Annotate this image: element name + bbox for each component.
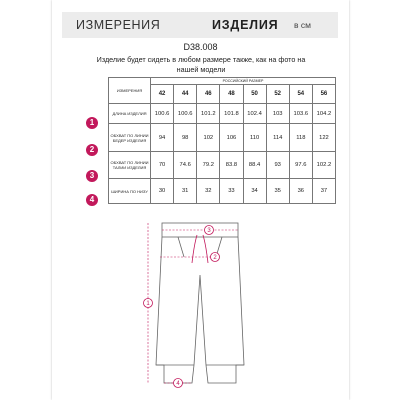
badge-3: 3 (86, 170, 98, 182)
table-cell: 102.4 (243, 104, 266, 124)
table-cell: 79.2 (197, 152, 220, 179)
pants-diagram (52, 215, 349, 400)
table-cell: 102 (197, 124, 220, 152)
badge-4: 4 (86, 194, 98, 206)
table-row (109, 104, 336, 124)
table-row (109, 124, 336, 152)
table-cell: 104.2 (312, 104, 335, 124)
pants-outline (156, 223, 244, 383)
badge-2: 2 (86, 144, 98, 156)
table-cell: 74.6 (174, 152, 197, 179)
table-cell: 102.2 (312, 152, 335, 179)
table-cell: 30 (151, 179, 174, 204)
table-cell: 100.6 (151, 104, 174, 124)
table-cell: 106 (220, 124, 243, 152)
badge-1: 1 (86, 117, 98, 129)
table-cell: 114 (266, 124, 289, 152)
table-cell: 34 (243, 179, 266, 204)
size-header: 42 (151, 85, 174, 104)
header-unit: в см (294, 20, 311, 30)
row-label: ОБХВАТ ПО ЛИНИИ БЕДЕР ИЗДЕЛИЯ (109, 124, 151, 152)
header-title-left: ИЗМЕРЕНИЯ (76, 18, 161, 32)
table-corner-label: ИЗМЕРЕНИЯ (109, 78, 151, 104)
table-cell: 83.8 (220, 152, 243, 179)
table-cell: 70 (151, 152, 174, 179)
table-cell: 101.2 (197, 104, 220, 124)
table-cell: 97.6 (289, 152, 312, 179)
table-cell: 88.4 (243, 152, 266, 179)
table-row (109, 152, 336, 179)
row-label: ДЛИНА ИЗДЕЛИЯ (109, 104, 151, 124)
table-cell: 37 (312, 179, 335, 204)
table-group-row (109, 78, 336, 85)
product-code: D38.008 (183, 42, 218, 52)
table-cell: 103.6 (289, 104, 312, 124)
table-cell: 33 (220, 179, 243, 204)
header-bar (62, 12, 338, 38)
marker-3-label: 3 (207, 228, 211, 235)
table-cell: 122 (312, 124, 335, 152)
row-label: ШИРИНА ПО НИЗУ (109, 179, 151, 204)
table-cell: 94 (151, 124, 174, 152)
table-cell: 32 (197, 179, 220, 204)
row-label: ОБХВАТ ПО ЛИНИИ ТАЛИИ ИЗДЕЛИЯ (109, 152, 151, 179)
table-cell: 100.6 (174, 104, 197, 124)
marker-2-label: 2 (213, 255, 217, 262)
table-cell: 101.8 (220, 104, 243, 124)
fit-note: Изделие будет сидеть в любом размере также, как на фото на нашей модели (96, 55, 306, 74)
table-cell: 98 (174, 124, 197, 152)
drawstring (192, 235, 208, 263)
table-row (109, 179, 336, 204)
table-cell: 36 (289, 179, 312, 204)
header-title-bold: ИЗДЕЛИЯ (212, 18, 279, 32)
table-cell: 35 (266, 179, 289, 204)
table-cell: 103 (266, 104, 289, 124)
size-header: 52 (266, 85, 289, 104)
table-cell: 93 (266, 152, 289, 179)
size-header: 46 (197, 85, 220, 104)
table-cell: 110 (243, 124, 266, 152)
size-header: 48 (220, 85, 243, 104)
table-group-label: РОССИЙСКИЙ РАЗМЕР (151, 78, 336, 85)
size-header: 50 (243, 85, 266, 104)
size-header: 56 (312, 85, 335, 104)
table-cell: 31 (174, 179, 197, 204)
table-cell: 118 (289, 124, 312, 152)
marker-1-label: 1 (146, 301, 150, 308)
size-header: 54 (289, 85, 312, 104)
size-header: 44 (174, 85, 197, 104)
size-table (108, 77, 336, 204)
marker-4-label: 4 (176, 381, 180, 388)
